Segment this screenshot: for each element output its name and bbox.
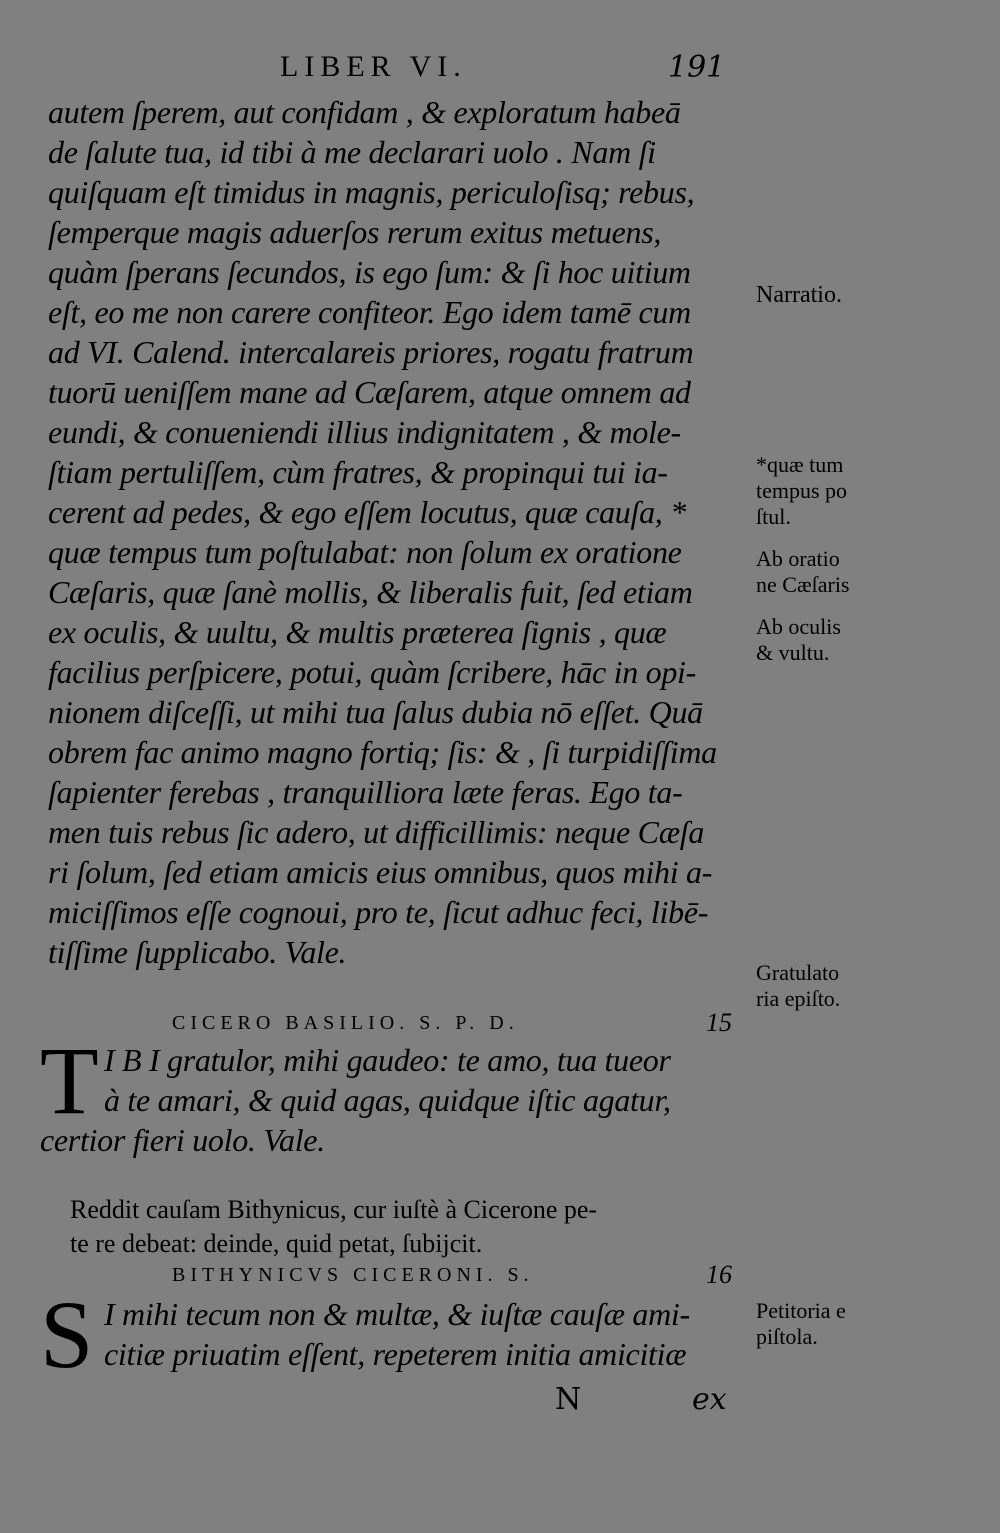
margin-note-line: *quæ tum bbox=[756, 452, 844, 477]
text-line: quiſquam eſt timidus in magnis, periculoſisq; rebus, bbox=[48, 174, 695, 210]
signature-mark: N bbox=[555, 1382, 582, 1417]
margin-note-gratulatoria bbox=[756, 960, 840, 1012]
text-line: quæ tempus tum poſtulabat: non ſolum ex oratione bbox=[48, 534, 682, 570]
text-line: miciſſimos eſſe cognoui, pro te, ſicut adhuc feci, libē- bbox=[48, 894, 709, 930]
page-header bbox=[0, 50, 1000, 90]
letter-heading-text: BITHYNICVS CICERONI. S. bbox=[172, 1264, 534, 1286]
text-line: ſemperque magis aduerſos rerum exitus metuens, bbox=[48, 214, 662, 250]
text-line: I mihi tecum non & multæ, & iuſtæ cauſæ ami- bbox=[104, 1296, 690, 1332]
text-line: quàm ſperans ſecundos, is ego ſum: & ſi hoc uitium bbox=[48, 254, 691, 290]
margin-note-ab-oratione bbox=[756, 546, 850, 598]
text-line: eundi, & conueniendi illius indignitatem , & mole- bbox=[48, 414, 681, 450]
letter-16 bbox=[40, 1281, 740, 1388]
margin-note-line: & vultu. bbox=[756, 640, 830, 665]
letter-argument bbox=[70, 1193, 740, 1261]
margin-note-line: Gratulato bbox=[756, 960, 840, 985]
letter-15 bbox=[40, 1027, 740, 1160]
text-line: certior fieri uolo. Vale. bbox=[40, 1122, 325, 1158]
dropcap-letter: S bbox=[40, 1281, 94, 1388]
text-line: I B I gratulor, mihi gaudeo: te amo, tua tueor bbox=[104, 1042, 671, 1078]
argument-line: te re debeat: deinde, quid petat, ſubijcit. bbox=[70, 1229, 483, 1258]
text-line: obrem fac animo magno fortiq; ſis: & , ſi turpidiſſima bbox=[48, 734, 717, 770]
margin-note-line: ſtul. bbox=[756, 504, 791, 529]
text-line: eſt, eo me non carere confiteor. Ego idem tamē cum bbox=[48, 294, 691, 330]
letter-heading-15 bbox=[172, 1008, 732, 1037]
text-line: ſtiam pertuliſſem, cùm fratres, & propinqui tui ia- bbox=[48, 454, 668, 490]
text-line: autem ſperem, aut confidam , & exploratum habeā bbox=[48, 94, 681, 130]
running-title: LIBER VI. bbox=[280, 50, 467, 83]
text-line: men tuis rebus ſic adero, ut difficillimis: neque Cæſa bbox=[48, 814, 705, 850]
dropcap-letter: T bbox=[40, 1027, 99, 1134]
text-line: ad VI. Calend. intercalareis priores, rogatu fratrum bbox=[48, 334, 694, 370]
argument-line: Reddit cauſam Bithynicus, cur iuſtè à Cicerone pe- bbox=[70, 1195, 598, 1224]
text-line: cerent ad pedes, & ego eſſem locutus, quæ cauſa, * bbox=[48, 494, 686, 530]
margin-note-line: tempus po bbox=[756, 478, 848, 503]
text-line: citiæ priuatim eſſent, repeterem initia amicitiæ bbox=[104, 1336, 687, 1372]
dropcap-paragraph bbox=[40, 1027, 740, 1134]
margin-note-petitoria bbox=[756, 1298, 846, 1350]
text-line: nionem diſceſſi, ut mihi tua ſalus dubia nō eſſet. Quā bbox=[48, 694, 703, 730]
letter-number: 15 bbox=[706, 1008, 732, 1037]
main-text-block bbox=[48, 92, 748, 972]
dropcap-paragraph bbox=[40, 1281, 740, 1388]
margin-note-narratio: Narratio. bbox=[756, 282, 842, 308]
margin-note-line: Ab oratio bbox=[756, 546, 840, 571]
margin-note-ab-oculis bbox=[756, 614, 841, 666]
text-line: tiſſime ſupplicabo. Vale. bbox=[48, 934, 347, 970]
text-line: ri ſolum, ſed etiam amicis eius omnibus, quos mihi a- bbox=[48, 854, 713, 890]
margin-note-line: Ab oculis bbox=[756, 614, 841, 639]
text-line: facilius perſpicere, potui, quàm ſcribere, hāc in opi- bbox=[48, 654, 696, 690]
margin-note-line: ne Cæſaris bbox=[756, 572, 850, 597]
letter-heading-text: CICERO BASILIO. S. P. D. bbox=[172, 1012, 519, 1034]
text-line: ex oculis, & uultu, & multis præterea ſignis , quæ bbox=[48, 614, 667, 650]
margin-note-line: ria epiſto. bbox=[756, 986, 841, 1011]
page-number: 191 bbox=[668, 50, 726, 85]
text-line: Cæſaris, quæ ſanè mollis, & liberalis fuit, ſed etiam bbox=[48, 574, 693, 610]
text-line: de ſalute tua, id tibi à me declarari uolo . Nam ſi bbox=[48, 134, 656, 170]
text-line: tuorū ueniſſem mane ad Cæſarem, atque omnem ad bbox=[48, 374, 691, 410]
margin-note-quae-tum bbox=[756, 452, 847, 530]
page-footer bbox=[0, 1382, 1000, 1422]
text-line: à te amari, & quid agas, quidque iſtic agatur, bbox=[104, 1082, 671, 1118]
margin-note-line: piſtola. bbox=[756, 1324, 818, 1349]
text-line: ſapienter ferebas , tranquilliora læte feras. Ego ta- bbox=[48, 774, 683, 810]
margin-note-line: Petitoria e bbox=[756, 1298, 846, 1323]
catchword: ex bbox=[692, 1382, 727, 1417]
letter-heading-16 bbox=[172, 1260, 732, 1289]
letter-number: 16 bbox=[706, 1260, 732, 1289]
